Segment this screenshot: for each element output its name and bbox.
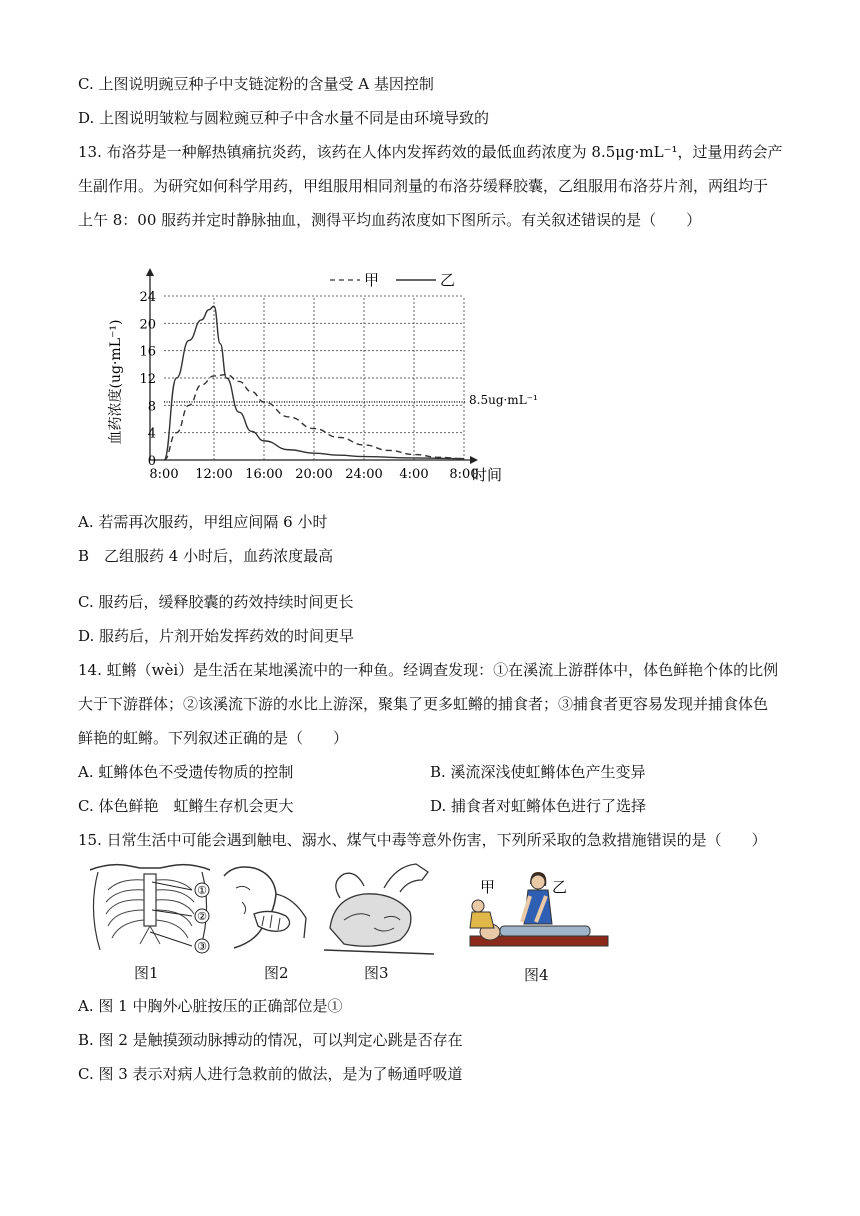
chart-axes (146, 268, 478, 464)
figure-1-ribcage (80, 860, 220, 960)
x-tick-label: 20:00 (295, 467, 333, 482)
q13-stem-3: 上午 8：00 服药并定时静脉抽血，测得平均血药浓度如下图所示。有关叙述错误的是（ ） (78, 211, 702, 229)
figure-3-airway (324, 858, 438, 958)
figure-1-caption: 图1 (134, 964, 159, 982)
y-axis-arrow (146, 268, 154, 276)
fig4-label-jia: 甲 (480, 878, 496, 896)
marker-2: ② (197, 910, 207, 923)
figure-4-cpr (466, 866, 610, 960)
y-tick-label: 8 (147, 399, 156, 415)
marker-3: ③ (197, 940, 207, 953)
y-tick-label: 24 (139, 290, 156, 305)
chart-series (164, 306, 538, 460)
q14-option-c: C. 体色鲜艳 虹鳉生存机会更大 (78, 797, 294, 815)
threshold-label: 8.5ug·mL⁻¹ (469, 392, 538, 407)
marker-1: ① (197, 884, 207, 897)
fig4-label-yi: 乙 (552, 878, 568, 896)
y-tick-label: 0 (147, 454, 156, 469)
y-tick-label: 4 (147, 426, 156, 442)
y-tick-label: 16 (139, 344, 156, 360)
legend-label-jia: 甲 (364, 271, 380, 289)
chart-grid (164, 296, 464, 460)
x-tick-label: 8:00 (149, 467, 179, 482)
x-tick-label: 12:00 (195, 467, 233, 482)
x-tick-label: 24:00 (345, 467, 383, 482)
x-axis-label: 时间 (472, 466, 503, 484)
q13-option-d: D. 服药后，片剂开始发挥药效的时间更早 (78, 627, 355, 645)
chart-legend (330, 271, 455, 289)
q15-option-c: C. 图 3 表示对病人进行急救前的做法，是为了畅通呼吸道 (78, 1065, 463, 1083)
x-axis-arrow (470, 456, 478, 464)
q15-stem: 15. 日常生活中可能会遇到触电、溺水、煤气中毒等意外伤害，下列所采取的急救措施错误的是（ ） (78, 831, 767, 849)
q14-stem-3: 鲜艳的虹鳉。下列叙述正确的是（ ） (78, 729, 349, 747)
q14-option-d: D. 捕食者对虹鳉体色进行了选择 (430, 797, 647, 815)
y-axis-label: 血药浓度(ug·mL⁻¹) (108, 319, 124, 445)
q13-option-b: B 乙组服药 4 小时后，血药浓度最高 (78, 547, 334, 565)
figure-2-caption: 图2 (264, 964, 289, 982)
q14-option-b: B. 溪流深浅使虹鳉体色产生变异 (430, 763, 646, 781)
q15-option-b: B. 图 2 是触摸颈动脉搏动的情况，可以判定心跳是否存在 (78, 1031, 463, 1049)
q14-stem-2: 大于下游群体；②该溪流下游的水比上游深，聚集了更多虹鳉的捕食者；③捕食者更容易发现并捕食体色 (78, 695, 769, 713)
figure-3-caption: 图3 (364, 964, 389, 982)
x-tick-label: 4:00 (399, 467, 429, 482)
x-tick-label: 16:00 (245, 467, 283, 482)
figure-2-carotid-pulse (214, 858, 310, 958)
q13-stem-2: 生副作用。为研究如何科学用药，甲组服用相同剂量的布洛芬缓释胶囊，乙组服用布洛芬片剂，两组均于 (78, 177, 769, 195)
q13-option-c: C. 服药后，缓释胶囊的药效持续时间更长 (78, 593, 354, 611)
y-tick-label: 20 (139, 317, 156, 333)
q14-stem-1: 14. 虹鳉（wèi）是生活在某地溪流中的一种鱼。经调查发现：①在溪流上游群体中，体色鲜艳个体的比例 (78, 661, 779, 679)
option-d-prev: D. 上图说明皱粒与圆粒豌豆种子中含水量不同是由环境导致的 (78, 109, 490, 127)
figure-4-caption: 图4 (524, 966, 549, 984)
q13-stem-1: 13. 布洛芬是一种解热镇痛抗炎药，该药在人体内发挥药效的最低血药浓度为 8.5μg·mL⁻¹，过量用药会产 (78, 143, 783, 161)
y-tick-label: 12 (139, 372, 156, 387)
x-tick-label: 8:00 (449, 467, 479, 482)
q15-option-a: A. 图 1 中胸外心脏按压的正确部位是① (78, 997, 343, 1015)
legend-label-yi: 乙 (440, 271, 456, 289)
option-c-prev: C. 上图说明豌豆种子中支链淀粉的含量受 A 基因控制 (78, 75, 434, 93)
q13-option-a: A. 若需再次服药，甲组应间隔 6 小时 (78, 513, 328, 531)
q14-option-a: A. 虹鳉体色不受遗传物质的控制 (78, 763, 294, 781)
blood-concentration-chart (98, 262, 548, 490)
